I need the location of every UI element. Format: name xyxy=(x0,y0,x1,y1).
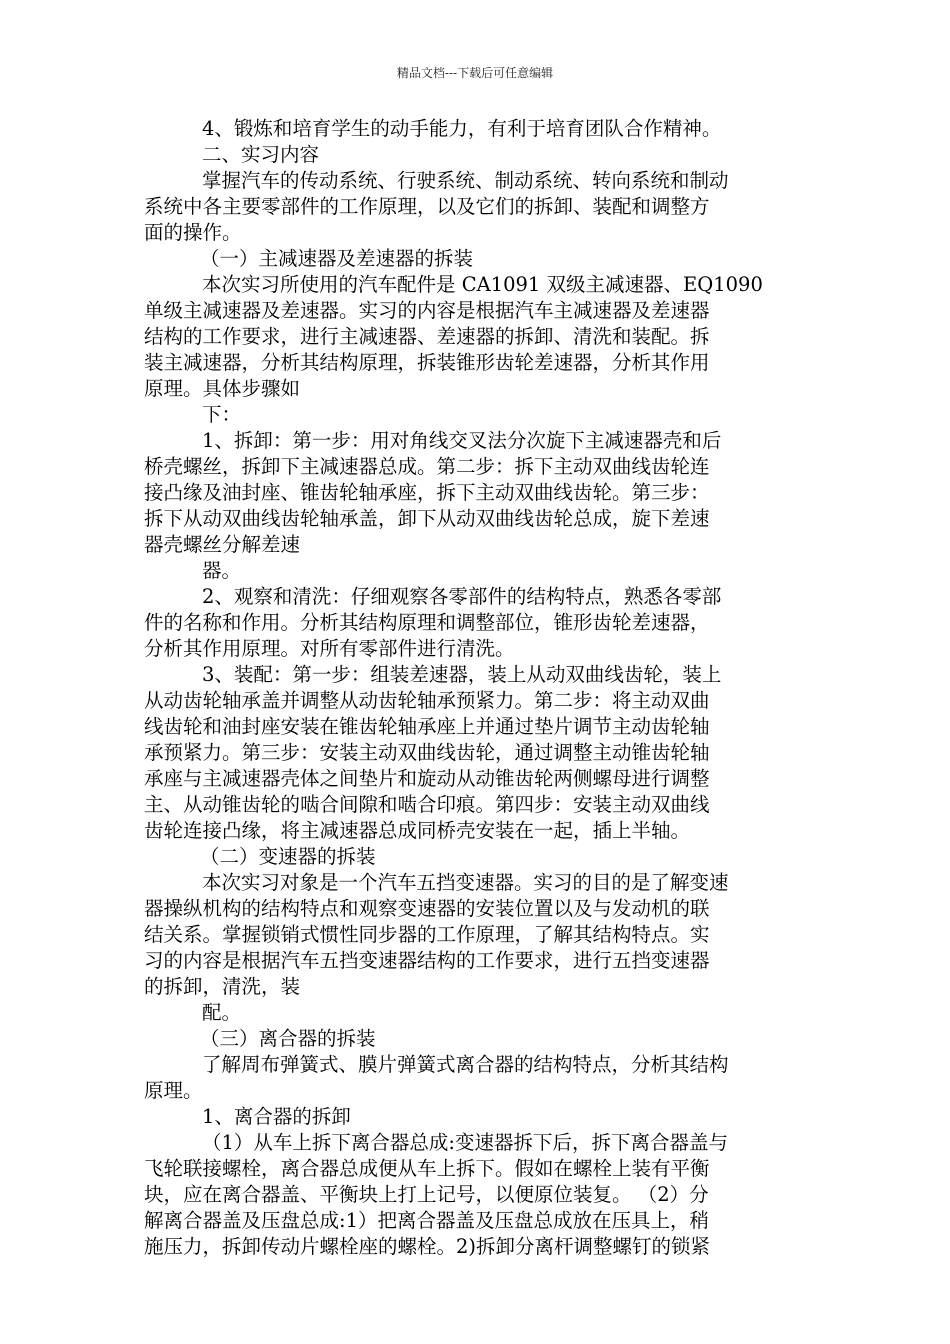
text-line: 承预紧力。第三步：安装主动双曲线齿轮，通过调整主动锥齿轮轴 xyxy=(144,741,710,764)
subsection-heading: （一）主减速器及差速器的拆装 xyxy=(200,247,474,270)
text-line: 结构的工作要求，进行主减速器、差速器的拆卸、清洗和装配。拆 xyxy=(144,325,710,348)
text-line: 线齿轮和油封座安装在锥齿轮轴承座上并通过垫片调节主动齿轮轴 xyxy=(144,715,710,738)
text-line: 下： xyxy=(202,403,242,426)
text-line: 单级主减速器及差速器。实习的内容是根据汽车主减速器及差速器 xyxy=(144,299,710,322)
text-line: 1、离合器的拆卸 xyxy=(202,1105,351,1128)
text-line: 原理。 xyxy=(144,1079,203,1102)
text-line: 装主减速器，分析其结构原理，拆装锥形齿轮差速器，分析其作用 xyxy=(144,351,710,374)
subsection-heading: （二）变速器的拆装 xyxy=(200,845,376,868)
text-line: 分析其作用原理。对所有零部件进行清洗。 xyxy=(144,637,515,660)
text-line: 块，应在离合器盖、平衡块上打上记号，以便原位装复。 （2）分 xyxy=(144,1183,709,1206)
text-line: 掌握汽车的传动系统、行驶系统、制动系统、转向系统和制动 xyxy=(202,169,729,192)
text-line: 1、拆卸：第一步：用对角线交叉法分次旋下主减速器壳和后 xyxy=(202,429,722,452)
text-line: 解离合器盖及压盘总成:1）把离合器盖及压盘总成放在压具上，稍 xyxy=(144,1209,709,1232)
text-line: 器操纵机构的结构特点和观察变速器的安装位置以及与发动机的联 xyxy=(144,897,710,920)
text-line: （1）从车上拆下离合器总成:变速器拆下后，拆下离合器盖与 xyxy=(202,1131,728,1154)
text-line: 桥壳螺丝，拆卸下主减速器总成。第二步：拆下主动双曲线齿轮连 xyxy=(144,455,710,478)
text-line: 承座与主减速器壳体之间垫片和旋动从动锥齿轮两侧螺母进行调整 xyxy=(144,767,710,790)
text-line: 齿轮连接凸缘，将主减速器总成同桥壳安装在一起，插上半轴。 xyxy=(144,819,691,842)
subsection-heading: （三）离合器的拆装 xyxy=(200,1027,376,1050)
text-line: 配。 xyxy=(202,1001,242,1024)
text-line: 件的名称和作用。分析其结构原理和调整部位，锥形齿轮差速器， xyxy=(144,611,710,634)
text-line: 器壳螺丝分解差速 xyxy=(144,533,301,556)
text-line: 系统中各主要零部件的工作原理，以及它们的拆卸、装配和调整方 xyxy=(144,195,710,218)
text-line: 拆下从动双曲线齿轮轴承盖，卸下从动双曲线齿轮总成，旋下差速 xyxy=(144,507,710,530)
text-line: 了解周布弹簧式、膜片弹簧式离合器的结构特点，分析其结构 xyxy=(202,1053,729,1076)
text-line: 从动齿轮轴承盖并调整从动齿轮轴承预紧力。第二步：将主动双曲 xyxy=(144,689,710,712)
section-heading: 二、实习内容 xyxy=(202,143,320,166)
text-line: 3、装配：第一步：组装差速器，装上从动双曲线齿轮，装上 xyxy=(202,663,722,686)
page-header: 精品文档---下载后可任意编辑 xyxy=(396,66,554,80)
text-line: 4、锻炼和培育学生的动手能力，有利于培育团队合作精神。 xyxy=(202,117,722,140)
text-line: 主、从动锥齿轮的啮合间隙和啮合印痕。第四步：安装主动双曲线 xyxy=(144,793,710,816)
text-line: 器。 xyxy=(202,559,242,582)
text-line: 2、观察和清洗：仔细观察各零部件的结构特点，熟悉各零部 xyxy=(202,585,722,608)
text-line: 结关系。掌握锁销式惯性同步器的工作原理，了解其结构特点。实 xyxy=(144,923,710,946)
text-line: 原理。具体步骤如 xyxy=(144,377,301,400)
text-line: 施压力，拆卸传动片螺栓座的螺栓。2)拆卸分离杆调整螺钉的锁紧 xyxy=(144,1235,711,1258)
text-line: 面的操作。 xyxy=(144,221,242,244)
text-line: 习的内容是根据汽车五挡变速器结构的工作要求，进行五挡变速器 xyxy=(144,949,710,972)
text-line: 接凸缘及油封座、锥齿轮轴承座，拆下主动双曲线齿轮。第三步： xyxy=(144,481,710,504)
text-line: 的拆卸，清洗，装 xyxy=(144,975,301,998)
text-line: 本次实习对象是一个汽车五挡变速器。实习的目的是了解变速 xyxy=(202,871,729,894)
text-line: 飞轮联接螺栓，离合器总成便从车上拆下。假如在螺栓上装有平衡 xyxy=(144,1157,710,1180)
text-line: 本次实习所使用的汽车配件是 CA1091 双级主减速器、EQ1090 xyxy=(202,273,763,296)
